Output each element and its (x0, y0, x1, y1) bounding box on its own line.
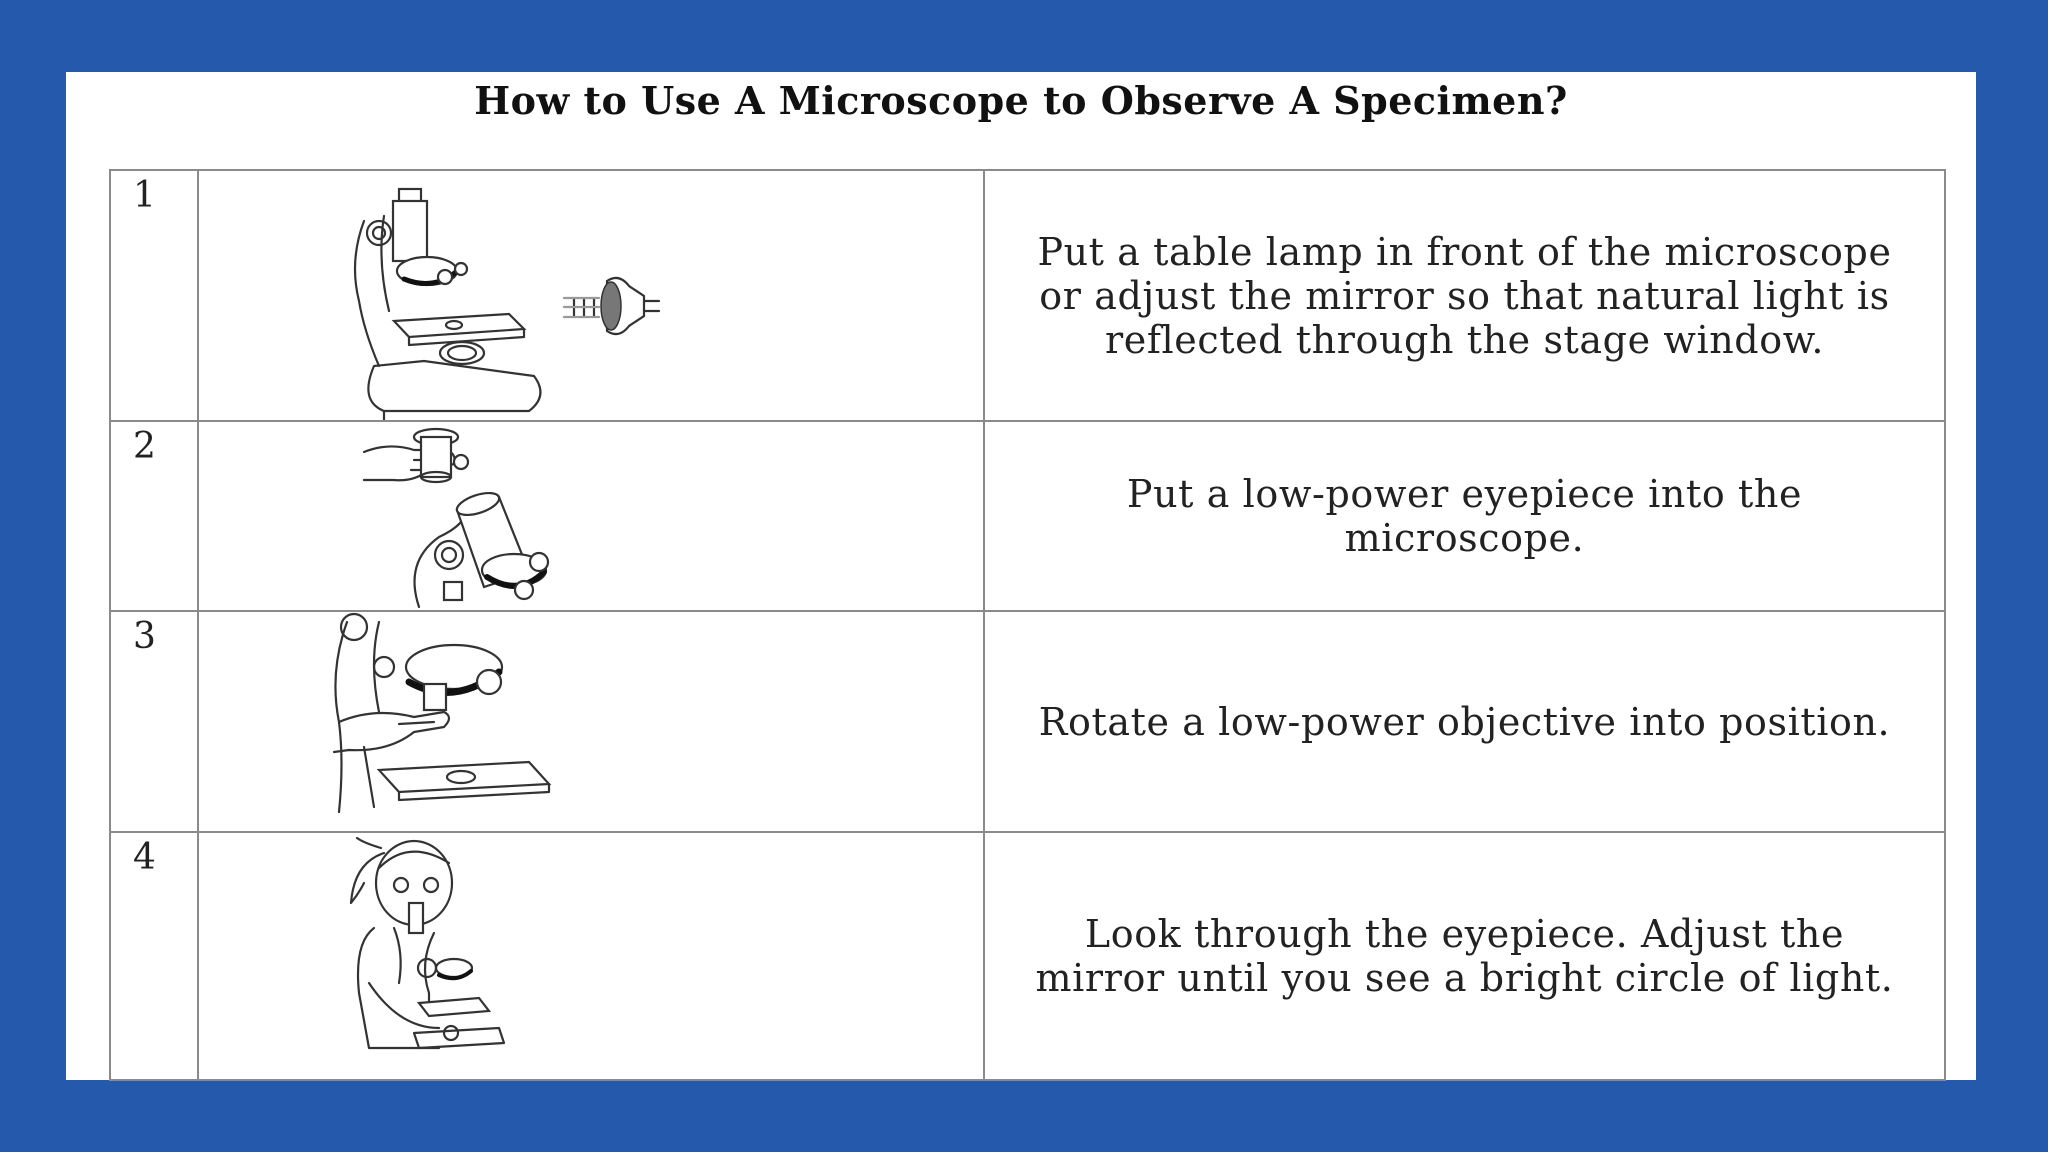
step-text-cell (984, 611, 1945, 832)
step-text: Look through the eyepiece. Adjust the mirror until you see a bright circle of light. (1035, 912, 1894, 1000)
step-text-cell (984, 170, 1945, 421)
step-text-cell (984, 421, 1945, 611)
step-text-cell (984, 832, 1945, 1080)
worksheet-title: How to Use A Microscope to Observe A Specimen? (474, 78, 1568, 123)
steps-table (109, 169, 1946, 1081)
illustration-cell (198, 421, 984, 611)
step-number-cell (110, 170, 198, 421)
illustration-cell (198, 611, 984, 832)
illustration-cell (198, 170, 984, 421)
eyepiece-illustration (199, 422, 983, 610)
step-text: Put a table lamp in front of the microscope or adjust the mirror so that natural light is reflected through the stage window. (1037, 229, 1892, 362)
step-number: 1 (133, 175, 156, 216)
step-text: Rotate a low-power objective into position. (1038, 699, 1891, 744)
objective-illustration (199, 612, 983, 831)
step-number-cell (110, 421, 198, 611)
table-row (110, 170, 1945, 421)
step-number: 4 (133, 837, 156, 878)
table-row (110, 832, 1945, 1080)
step-number: 3 (133, 616, 156, 657)
illustration-cell (198, 832, 984, 1080)
step-number-cell (110, 832, 198, 1080)
step-number-cell (110, 611, 198, 832)
microscope-lamp-illustration (199, 171, 983, 420)
girl-microscope-illustration (199, 833, 983, 1079)
step-text: Put a low-power eyepiece into the microscope. (1126, 472, 1803, 560)
step-number: 2 (133, 426, 156, 467)
table-row (110, 611, 1945, 832)
worksheet (66, 72, 1976, 1080)
table-row (110, 421, 1945, 611)
